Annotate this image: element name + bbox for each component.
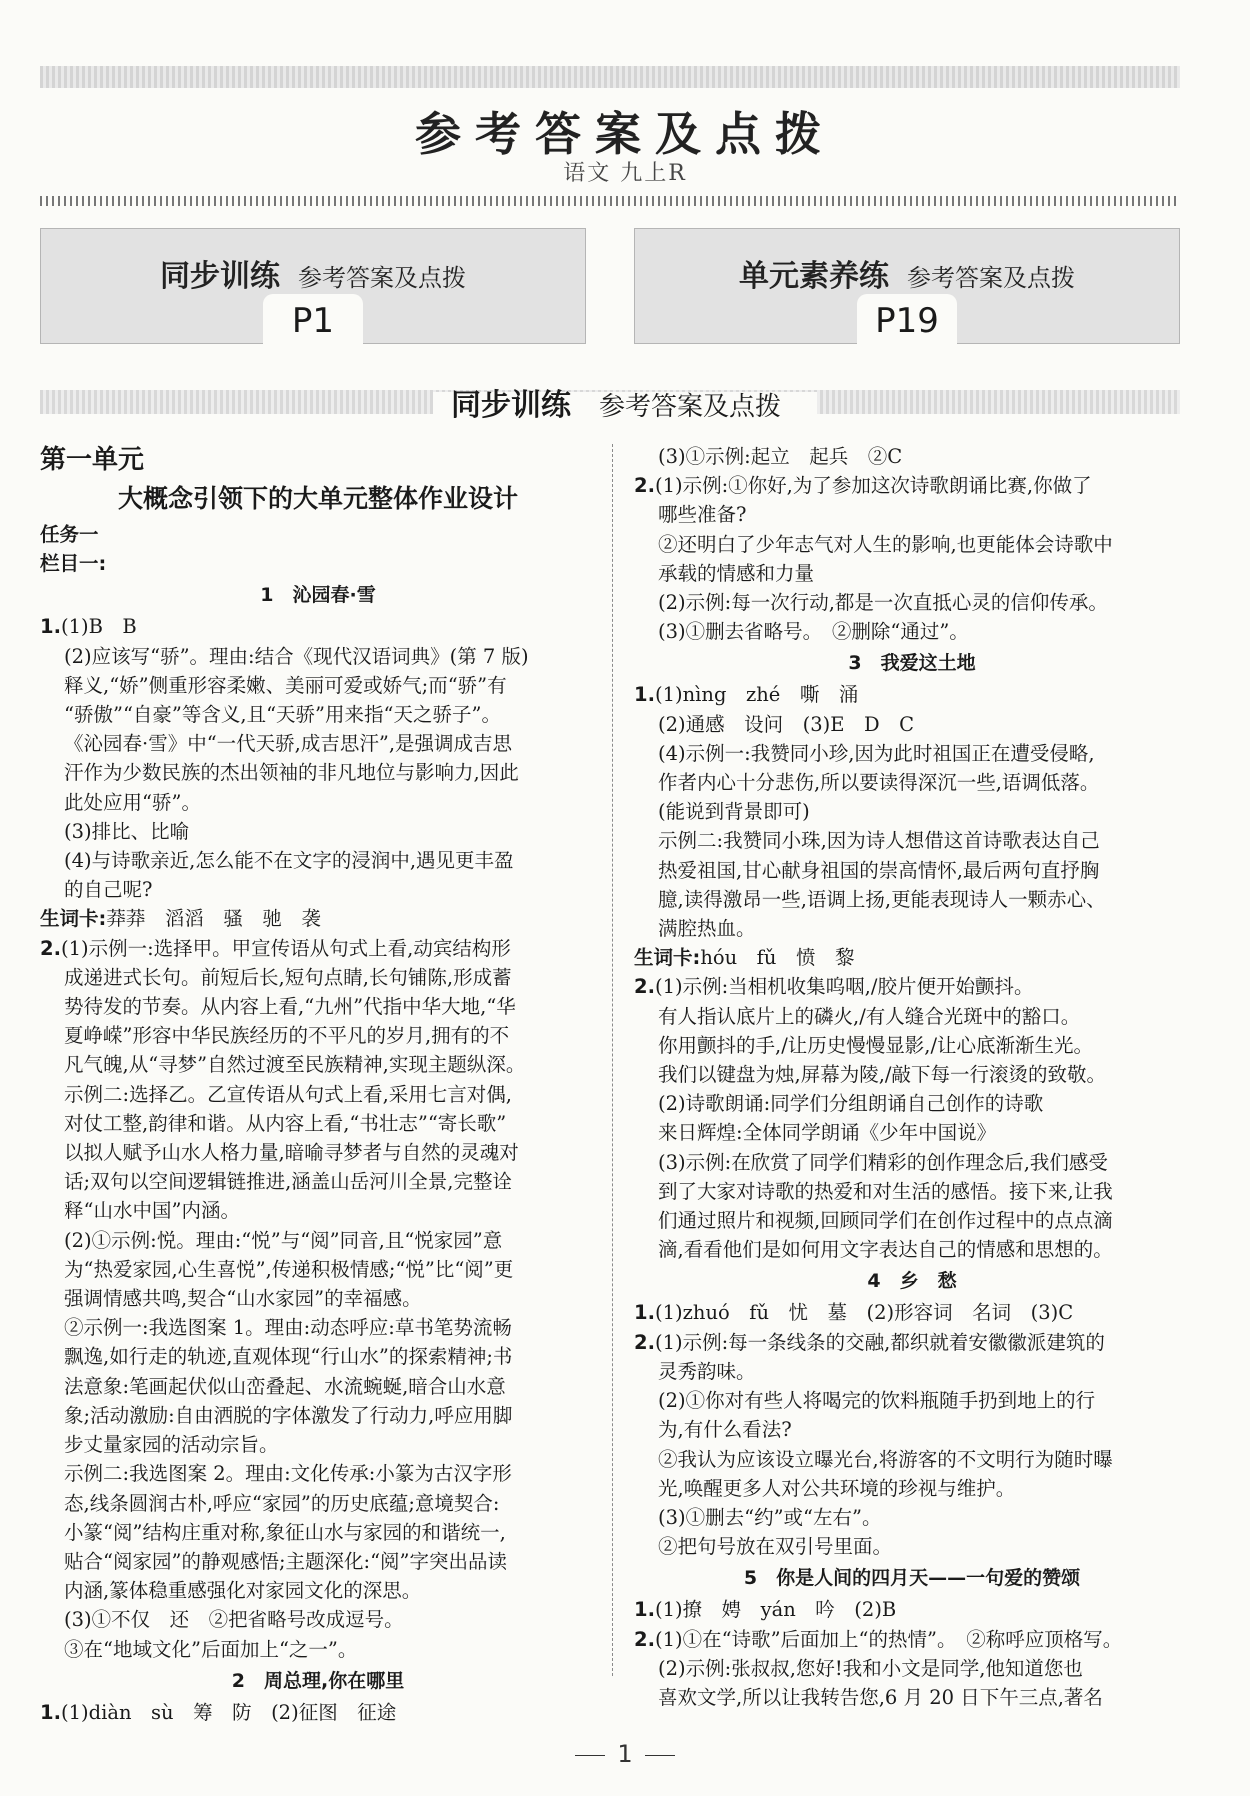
lesson-title: 3 我爱这土地 [848,652,976,675]
answer-line: 对仗工整,韵律和谐。从内容上看,“书壮志”“寄长歌” [64,1111,507,1135]
left-column [40,442,596,1727]
answer-line: 为,有什么看法? [658,1418,792,1442]
answer-line: (3)①删去“约”或“左右”。 [658,1505,882,1529]
answer-line: 2.(1)①在“诗歌”后面加上“的热情”。 ②称呼应顶格写。 [634,1627,1123,1651]
right-column [634,442,1190,1712]
answer-line: 灵秀韵味。 [658,1359,756,1383]
page-title: 参考答案及点拨 [415,107,835,161]
answer-line: 以拟人赋予山水人格力量,暗喻寻梦者与自然的灵魂对 [64,1141,519,1165]
answer-line: 1.(1)B B [40,615,137,639]
answer-line: 飘逸,如行走的轨迹,直观体现“行山水”的探索精神;书 [64,1345,513,1369]
answer-line: 有人指认底片上的磷火,/有人缝合光斑中的豁口。 [658,1004,1081,1028]
answer-line: 1.(1)撩 娉 yán 吟 (2)B [634,1598,897,1622]
answer-line: 势待发的节奏。从内容上看,“九州”代指中华大地,“华 [64,995,516,1019]
answer-line: (2)①示例:悦。理由:“悦”与“阅”同音,且“悦家园”意 [64,1228,503,1252]
answer-line: “骄傲”“自豪”等含义,且“天骄”用来指“天之骄子”。 [64,703,501,727]
answer-line: ②还明白了少年志气对人生的影响,也更能体会诗歌中 [658,532,1113,556]
answer-line: 示例二:选择乙。乙宣传语从句式上看,采用七言对偶, [64,1082,512,1106]
answer-line: 2.(1)示例:每一条线条的交融,都织就着安徽徽派建筑的 [634,1330,1105,1354]
lesson-title: 4 乡 愁 [867,1270,957,1293]
answer-line: 2.(1)示例:①你好,为了参加这次诗歌朗诵比赛,你做了 [634,474,1092,498]
answer-line: ③在“地域文化”后面加上“之一”。 [64,1637,358,1661]
answer-line: 光,唤醒更多人对公共环境的珍视与维护。 [658,1476,1016,1500]
vocab-card: 生词卡:莽莽 滔滔 骚 驰 袭 [40,907,321,931]
answer-line: (2)示例:张叔叔,您好!我和小文是同学,他知道您也 [658,1656,1083,1680]
answer-line: 话;双句以空间逻辑链推进,涵盖山岳河川全景,完整诠 [64,1170,512,1194]
answer-line: 作者内心十分悲伤,所以要读得深沉一些,语调低落。 [658,771,1100,795]
answer-line: (2)通感 设问 (3)E D C [658,712,915,736]
answer-line: 你用颤抖的手,/让历史慢慢显影,/让心底渐渐生光。 [658,1033,1094,1057]
page-number: 1 [0,1740,1250,1768]
column-label: 栏目一: [40,552,107,576]
answer-line: 《沁园春·雪》中“一代天骄,成吉思汗”,是强调成吉思 [64,732,513,756]
answer-line: (3)①示例:起立 起兵 ②C [658,445,903,468]
answer-line: (4)与诗歌亲近,怎么能不在文字的浸润中,遇见更丰盈 [64,849,514,873]
answer-line: 的自己呢? [64,878,153,902]
answer-line: 释“山水中国”内涵。 [64,1199,240,1223]
column-divider [612,444,613,1676]
answer-line: (3)①不仅 还 ②把省略号改成逗号。 [64,1608,404,1632]
answer-line: 示例二:我选图案 2。理由:文化传承:小篆为古汉字形 [64,1462,512,1486]
answer-line: 承载的情感和力量 [658,561,815,585]
answer-line: 到了大家对诗歌的热爱和对生活的感悟。接下来,让我 [658,1179,1113,1203]
answer-line: 臆,读得激昂一些,语调上扬,更能表现诗人一颗赤心、 [658,887,1106,911]
vocab-card: 生词卡:hóu fǔ 愤 黎 [634,946,855,970]
lesson-title: 1 沁园春·雪 [260,584,376,607]
answer-line: 为“热爱家园,心生喜悦”,传递积极情感;“悦”比“阅”更 [64,1257,514,1281]
header-bar [40,66,1180,88]
answer-line: (2)①你对有些人将喝完的饮料瓶随手扔到地上的行 [658,1389,1096,1413]
answer-line: 满腔热血。 [658,917,756,941]
answer-line: 强调情感共鸣,契合“山水家园”的幸福感。 [64,1287,422,1311]
answer-line: 1.(1)zhuó fǔ 忧 墓 (2)形容词 名词 (3)C [634,1301,1074,1325]
dotted-divider [40,196,1180,206]
box-page-number: P19 [857,294,957,344]
answer-line: 1.(1)nìng zhé 嘶 涌 [634,683,859,707]
answer-line: 法意象:笔画起伏似山峦叠起、水流蜿蜒,暗合山水意 [64,1374,506,1398]
lesson-title: 2 周总理,你在哪里 [231,1669,405,1692]
answer-line: 2.(1)示例一:选择甲。甲宣传语从句式上看,动宾结构形 [40,936,511,960]
box-title: 同步训练 参考答案及点拨 [160,259,466,294]
answer-line: 步丈量家园的活动宗旨。 [64,1433,279,1457]
answer-line: 们通过照片和视频,回顾同学们在创作过程中的点点滴 [658,1209,1113,1233]
answer-line: 哪些准备? [658,503,747,527]
answer-line: ②示例一:我选图案 1。理由:动态呼应:草书笔势流畅 [64,1316,512,1340]
answer-line: ②我认为应该设立曝光台,将游客的不文明行为随时曝 [658,1447,1113,1471]
answer-line: 象;活动激励:自由洒脱的字体激发了行动力,呼应用脚 [64,1403,513,1427]
answer-line: 滴,看看他们是如何用文字表达自己的情感和思想的。 [658,1238,1113,1262]
answer-line: 释义,“娇”侧重形容柔嫩、美丽可爱或娇气;而“骄”有 [64,673,507,697]
unit-practice-box [634,228,1180,344]
answer-line: 小篆“阅”结构庄重对称,象征山水与家园的和谐统一, [64,1520,506,1544]
unit-title: 第一单元 [40,445,145,475]
answer-line: (2)诗歌朗诵:同学们分组朗诵自己创作的诗歌 [658,1092,1044,1116]
answer-line: 示例二:我赞同小珠,因为诗人想借这首诗歌表达自己 [658,829,1100,853]
answer-line: (2)示例:每一次行动,都是一次直抵心灵的信仰传承。 [658,591,1108,615]
answer-line: 我们以键盘为烛,屏幕为陵,/敲下每一行滚烫的致敬。 [658,1063,1106,1087]
answer-line: 态,线条圆润古朴,呼应“家园”的历史底蕴;意境契合: [64,1491,500,1515]
answer-line: (3)排比、比喻 [64,819,190,843]
answer-line: 汗作为少数民族的杰出领袖的非凡地位与影响力,因此 [64,761,519,785]
answer-line: 热爱祖国,甘心献身祖国的崇高情怀,最后两句直抒胸 [658,858,1100,882]
answer-line: 内涵,篆体稳重感强化对家园文化的深思。 [64,1579,422,1603]
answer-line: 成递进式长句。前短后长,短句点睛,长句铺陈,形成蓄 [64,965,512,989]
task-label: 任务一 [40,523,99,546]
answer-line: 来日辉煌:全体同学朗诵《少年中国说》 [658,1121,997,1145]
answer-line: 喜欢文学,所以让我转告您,6 月 20 日下午三点,著名 [658,1685,1103,1709]
answer-line: (3)示例:在欣赏了同学们精彩的创作理念后,我们感受 [658,1150,1108,1174]
answer-line: ②把句号放在双引号里面。 [658,1535,893,1559]
lesson-title: 5 你是人间的四月天——一句爱的赞颂 [743,1567,1081,1590]
sync-training-box [40,228,586,344]
answer-line: 2.(1)示例:当相机收集呜咽,/胶片便开始颤抖。 [634,975,1034,999]
answer-line: 贴合“阅家园”的静观感悟;主题深化:“阅”字突出品读 [64,1549,508,1573]
answer-line: (2)应该写“骄”。理由:结合《现代汉语词典》(第 7 版) [64,644,529,668]
answer-line: 夏峥嵘”形容中华民族经历的不平凡的岁月,拥有的不 [64,1024,510,1048]
section-title: 同步训练 参考答案及点拨 [0,380,1250,424]
box-page-number: P1 [263,294,363,344]
answer-line: (能说到背景即可) [658,800,810,824]
answer-line: (4)示例一:我赞同小珍,因为此时祖国正在遭受侵略, [658,741,1095,765]
answer-line: (3)①删去省略号。 ②删除“通过”。 [658,620,969,644]
unit-heading: 大概念引领下的大单元整体作业设计 [117,484,518,513]
subject-label: 语文 九上R [563,161,687,186]
answer-line: 1.(1)diàn sù 筹 防 (2)征图 征途 [40,1700,397,1724]
box-title: 单元素养练 参考答案及点拨 [739,259,1075,294]
answer-line: 此处应用“骄”。 [64,790,201,814]
answer-line: 凡气魄,从“寻梦”自然过渡至民族精神,实现主题纵深。 [64,1053,526,1077]
